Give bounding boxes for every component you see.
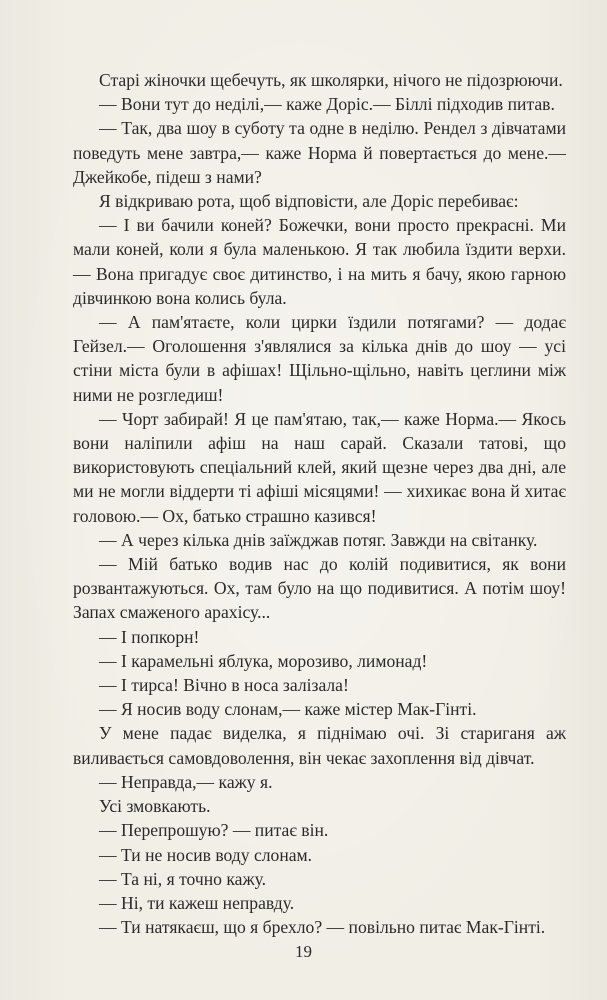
paragraph: — Ти не носив воду слонам. bbox=[99, 844, 313, 865]
paragraph: — І тирса! Вічно в носа залізала! bbox=[99, 675, 349, 696]
paragraph: — Ні, ти кажеш неправду. bbox=[99, 892, 295, 913]
paragraph: — Неправда,— кажу я. bbox=[99, 771, 273, 792]
paragraph: — Я носив воду слонам,— каже містер Мак-Гінті. bbox=[99, 699, 477, 720]
paragraph: — А пам'ятаєте, коли цирки їздили потягами? — додає Гейзел.— Оголошення з'являлися за кілька днів до шоу — усі стіни міста були в афішах! Щільно-щільно, навіть цеглини між ними не розгледиш! bbox=[73, 312, 566, 405]
paragraph: Усі змовкають. bbox=[99, 796, 211, 817]
paragraph: — Ти натякаєш, що я брехло? — повільно питає Мак-Гінті. bbox=[99, 917, 546, 938]
paragraph: — Перепрошую? — питає він. bbox=[99, 820, 329, 841]
page-text bbox=[73, 68, 566, 939]
paragraph: — Та ні, я точно кажу. bbox=[99, 868, 267, 889]
paragraph: Я відкриваю рота, щоб відповісти, але Доріс перебиває: bbox=[99, 191, 519, 212]
paragraph: — Чорт забирай! Я це пам'ятаю, так,— каже Норма.— Якось вони наліпили афіш на наш сарай. Сказали татові, що використовують спеціальний клей, який щезне через два дні, але ми не могли віддерти ті афіші місяцями! — хихикає вона й хитає головою.— Ох, батько страшно казився! bbox=[73, 408, 566, 526]
paragraph: — І попкорн! bbox=[99, 626, 200, 647]
paragraph: — Так, два шоу в суботу та одне в неділю. Рендел з дівчатами поведуть мене завтра,— каже Норма й повертається до мене.— Джейкобе, підеш з нами? bbox=[73, 118, 566, 187]
page-number: 19 bbox=[295, 942, 312, 961]
paragraph: — Мій батько водив нас до колій подивитися, як вони розвантажуються. Ох, там було на що подивитися. А потім шоу! Запах смаженого арахісу... bbox=[73, 554, 566, 623]
paragraph: У мене падає виделка, я піднімаю очі. Зі стариганя аж виливається самовдоволення, він чекає захоплення від дівчат. bbox=[73, 723, 566, 768]
paragraph: — І ви бачили коней? Божечки, вони просто прекрасні. Ми мали коней, коли я була маленькою. Я так любила їздити верхи.— Вона пригадує своє дитинство, і на мить я бачу, якою гарною дівчинкою вона колись була. bbox=[73, 215, 566, 308]
paragraph: — І карамельні яблука, морозиво, лимонад! bbox=[99, 650, 428, 671]
paragraph: — Вони тут до неділі,— каже Доріс.— Біллі підходив питав. bbox=[99, 94, 555, 115]
paragraph: Старі жіночки щебечуть, як школярки, нічого не підозрюючи. bbox=[99, 70, 563, 90]
paragraph: — А через кілька днів заїжджав потяг. Завжди на світанку. bbox=[99, 529, 538, 550]
